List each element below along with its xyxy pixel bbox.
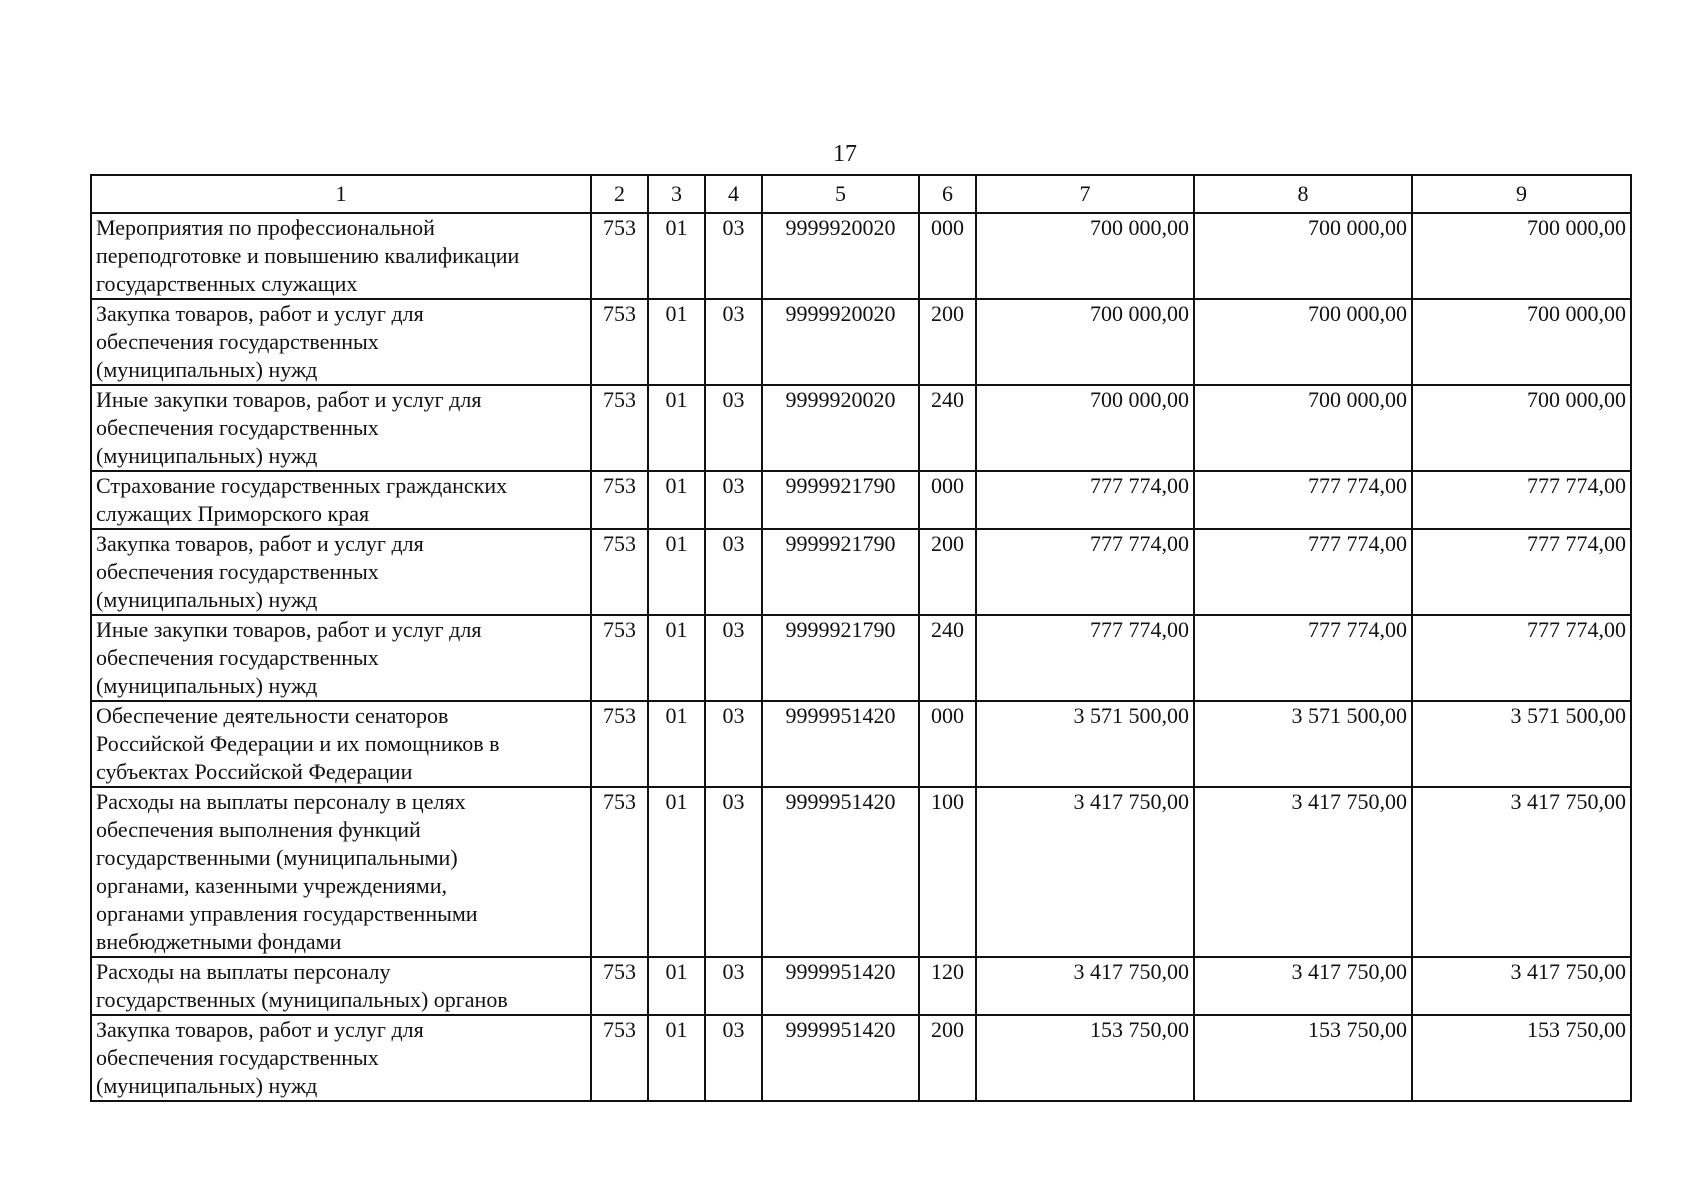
column-header-6: 6	[919, 175, 976, 213]
admin-code: 753	[591, 471, 648, 529]
section-code: 01	[648, 529, 705, 615]
amount-col-8: 3 571 500,00	[1194, 701, 1412, 787]
admin-code: 753	[591, 701, 648, 787]
row-description	[91, 529, 591, 615]
section-code: 01	[648, 299, 705, 385]
amount-col-8: 777 774,00	[1194, 615, 1412, 701]
row-description	[91, 957, 591, 1015]
table-row	[91, 471, 1631, 529]
description-line: переподготовке и повышению квалификации	[96, 243, 520, 268]
description-line: органами управления государственными	[96, 901, 478, 926]
description-line: государственных служащих	[96, 271, 358, 296]
amount-col-7: 777 774,00	[976, 471, 1194, 529]
admin-code: 753	[591, 385, 648, 471]
row-description	[91, 213, 591, 299]
description-line: Расходы на выплаты персоналу	[96, 959, 391, 984]
row-description	[91, 299, 591, 385]
section-code: 01	[648, 787, 705, 957]
description-line: обеспечения государственных	[96, 415, 379, 440]
description-line: обеспечения государственных	[96, 329, 379, 354]
target-article-code: 9999920020	[762, 213, 919, 299]
amount-col-9: 777 774,00	[1412, 471, 1631, 529]
expense-type-code: 120	[919, 957, 976, 1015]
table-row	[91, 529, 1631, 615]
subsection-code: 03	[705, 957, 762, 1015]
table-row	[91, 787, 1631, 957]
target-article-code: 9999951420	[762, 1015, 919, 1101]
subsection-code: 03	[705, 787, 762, 957]
column-header-7: 7	[976, 175, 1194, 213]
admin-code: 753	[591, 1015, 648, 1101]
amount-col-7: 153 750,00	[976, 1015, 1194, 1101]
description-line: обеспечения выполнения функций	[96, 817, 421, 842]
section-code: 01	[648, 1015, 705, 1101]
amount-col-9: 3 417 750,00	[1412, 787, 1631, 957]
page-number: 17	[833, 141, 857, 167]
target-article-code: 9999920020	[762, 299, 919, 385]
admin-code: 753	[591, 787, 648, 957]
amount-col-9: 777 774,00	[1412, 615, 1631, 701]
amount-col-9: 3 417 750,00	[1412, 957, 1631, 1015]
description-line: (муниципальных) нужд	[96, 357, 318, 382]
description-line: Закупка товаров, работ и услуг для	[96, 1017, 424, 1042]
amount-col-7: 3 571 500,00	[976, 701, 1194, 787]
expense-type-code: 240	[919, 385, 976, 471]
description-line: Иные закупки товаров, работ и услуг для	[96, 387, 482, 412]
target-article-code: 9999921790	[762, 471, 919, 529]
row-description	[91, 385, 591, 471]
description-line: Мероприятия по профессиональной	[96, 215, 435, 240]
budget-table	[90, 174, 1632, 1102]
description-line: Закупка товаров, работ и услуг для	[96, 301, 424, 326]
row-description	[91, 471, 591, 529]
amount-col-7: 3 417 750,00	[976, 787, 1194, 957]
description-line: (муниципальных) нужд	[96, 673, 318, 698]
column-header-2: 2	[591, 175, 648, 213]
table-row	[91, 299, 1631, 385]
section-code: 01	[648, 471, 705, 529]
amount-col-7: 700 000,00	[976, 213, 1194, 299]
subsection-code: 03	[705, 213, 762, 299]
description-line: (муниципальных) нужд	[96, 1073, 318, 1098]
description-line: Страхование государственных гражданских	[96, 473, 508, 498]
admin-code: 753	[591, 957, 648, 1015]
amount-col-9: 153 750,00	[1412, 1015, 1631, 1101]
table-header-row	[91, 175, 1631, 213]
admin-code: 753	[591, 299, 648, 385]
expense-type-code: 200	[919, 299, 976, 385]
expense-type-code: 100	[919, 787, 976, 957]
description-line: Закупка товаров, работ и услуг для	[96, 531, 424, 556]
description-line: Обеспечение деятельности сенаторов	[96, 703, 449, 728]
amount-col-7: 700 000,00	[976, 299, 1194, 385]
description-line: внебюджетными фондами	[96, 929, 342, 954]
amount-col-8: 700 000,00	[1194, 299, 1412, 385]
section-code: 01	[648, 701, 705, 787]
amount-col-9: 777 774,00	[1412, 529, 1631, 615]
section-code: 01	[648, 957, 705, 1015]
table-row	[91, 615, 1631, 701]
row-description	[91, 787, 591, 957]
admin-code: 753	[591, 529, 648, 615]
table-row	[91, 385, 1631, 471]
target-article-code: 9999921790	[762, 615, 919, 701]
description-line: обеспечения государственных	[96, 559, 379, 584]
description-line: государственными (муниципальными)	[96, 845, 458, 870]
column-header-8: 8	[1194, 175, 1412, 213]
expense-type-code: 200	[919, 1015, 976, 1101]
amount-col-8: 3 417 750,00	[1194, 957, 1412, 1015]
table-row	[91, 1015, 1631, 1101]
column-header-1: 1	[91, 175, 591, 213]
table-row	[91, 701, 1631, 787]
expense-type-code: 000	[919, 701, 976, 787]
amount-col-8: 777 774,00	[1194, 529, 1412, 615]
amount-col-9: 700 000,00	[1412, 385, 1631, 471]
description-line: Иные закупки товаров, работ и услуг для	[96, 617, 482, 642]
amount-col-7: 700 000,00	[976, 385, 1194, 471]
target-article-code: 9999920020	[762, 385, 919, 471]
subsection-code: 03	[705, 529, 762, 615]
expense-type-code: 240	[919, 615, 976, 701]
target-article-code: 9999951420	[762, 957, 919, 1015]
description-line: Российской Федерации и их помощников в	[96, 731, 500, 756]
description-line: Расходы на выплаты персоналу в целях	[96, 789, 466, 814]
amount-col-8: 700 000,00	[1194, 385, 1412, 471]
column-header-4: 4	[705, 175, 762, 213]
row-description	[91, 1015, 591, 1101]
expense-type-code: 000	[919, 471, 976, 529]
description-line: органами, казенными учреждениями,	[96, 873, 447, 898]
column-header-3: 3	[648, 175, 705, 213]
admin-code: 753	[591, 213, 648, 299]
table-row	[91, 213, 1631, 299]
column-header-9: 9	[1412, 175, 1631, 213]
row-description	[91, 701, 591, 787]
subsection-code: 03	[705, 701, 762, 787]
description-line: служащих Приморского края	[96, 501, 370, 526]
amount-col-8: 777 774,00	[1194, 471, 1412, 529]
amount-col-9: 3 571 500,00	[1412, 701, 1631, 787]
table-row	[91, 957, 1631, 1015]
amount-col-8: 700 000,00	[1194, 213, 1412, 299]
amount-col-8: 153 750,00	[1194, 1015, 1412, 1101]
description-line: государственных (муниципальных) органов	[96, 987, 508, 1012]
expense-type-code: 200	[919, 529, 976, 615]
description-line: субъектах Российской Федерации	[96, 759, 413, 784]
subsection-code: 03	[705, 299, 762, 385]
section-code: 01	[648, 615, 705, 701]
admin-code: 753	[591, 615, 648, 701]
amount-col-7: 777 774,00	[976, 529, 1194, 615]
description-line: (муниципальных) нужд	[96, 443, 318, 468]
section-code: 01	[648, 385, 705, 471]
subsection-code: 03	[705, 385, 762, 471]
column-header-5: 5	[762, 175, 919, 213]
target-article-code: 9999951420	[762, 701, 919, 787]
description-line: (муниципальных) нужд	[96, 587, 318, 612]
amount-col-9: 700 000,00	[1412, 299, 1631, 385]
expense-type-code: 000	[919, 213, 976, 299]
amount-col-8: 3 417 750,00	[1194, 787, 1412, 957]
section-code: 01	[648, 213, 705, 299]
row-description	[91, 615, 591, 701]
amount-col-7: 777 774,00	[976, 615, 1194, 701]
amount-col-7: 3 417 750,00	[976, 957, 1194, 1015]
target-article-code: 9999951420	[762, 787, 919, 957]
subsection-code: 03	[705, 615, 762, 701]
description-line: обеспечения государственных	[96, 645, 379, 670]
subsection-code: 03	[705, 471, 762, 529]
amount-col-9: 700 000,00	[1412, 213, 1631, 299]
target-article-code: 9999921790	[762, 529, 919, 615]
subsection-code: 03	[705, 1015, 762, 1101]
description-line: обеспечения государственных	[96, 1045, 379, 1070]
